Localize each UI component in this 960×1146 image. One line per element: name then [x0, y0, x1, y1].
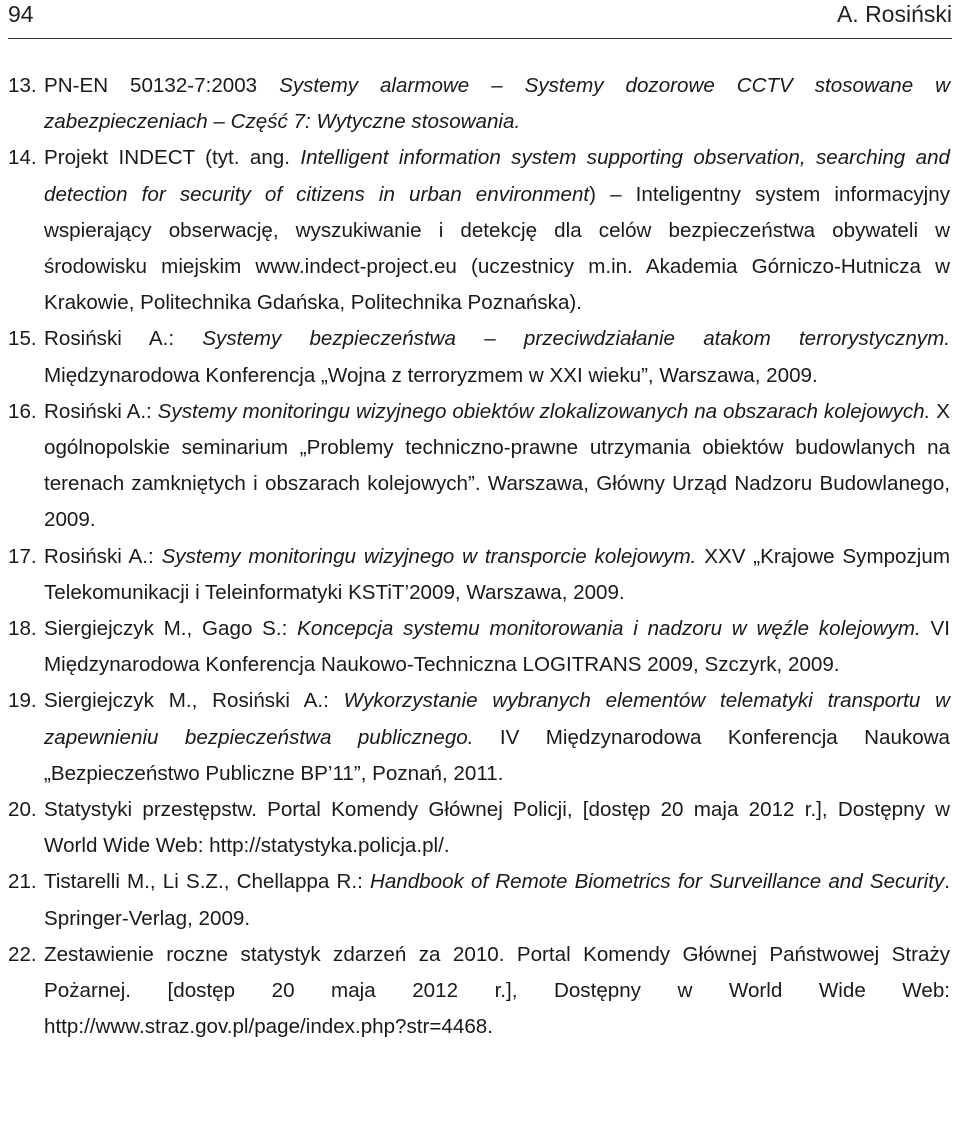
reference-title-italic: Intelligent information system supporting observation, searching and detection for security of citizens in urban environment [44, 146, 950, 206]
reference-text-segment: Tistarelli M., Li S.Z., Chellappa R.: [44, 870, 370, 894]
reference-item [8, 683, 950, 792]
reference-text-segment: Międzynarodowa Konferencja „Wojna z terroryzmem w XXI wieku”, Warszawa, 2009. [44, 363, 818, 387]
reference-text-segment: Siergiejczyk M., Rosiński A.: [44, 689, 344, 713]
reference-text [44, 400, 950, 532]
reference-text-segment: IV Międzynarodowa Konferencja Naukowa „Bezpieczeństwo Publiczne BP’11”, Poznań, 2011. [44, 725, 950, 785]
reference-text [44, 870, 950, 929]
reference-text-segment: Zestawienie roczne statystyk zdarzeń za 2010. Portal Komendy Głównej Państwowej Straży Pożarnej. [dostęp 20 maja 2012 r.], Dostępny w World Wide Web: http://www.straz.gov.pl/page/index.php?str=4468. [44, 942, 950, 1039]
reference-item [8, 321, 950, 393]
reference-text-segment: PN-EN 50132-7:2003 [44, 74, 280, 97]
reference-text [44, 545, 950, 604]
reference-item [8, 68, 950, 140]
reference-title-italic: Systemy monitoringu wizyjnego w transporcie kolejowym. [161, 544, 697, 568]
reference-item [8, 937, 950, 1046]
reference-text-segment: Rosiński A.: [44, 544, 162, 568]
reference-number: 16. [8, 399, 37, 423]
reference-text [44, 689, 950, 784]
running-head-author: A. Rosiński [836, 1, 952, 27]
reference-text-segment: XXV „Krajowe Sympozjum Telekomunikacji i Teleinformatyki KSTiT’2009, Warszawa, 2009. [44, 544, 950, 604]
reference-text-segment: Rosiński A.: [44, 399, 158, 423]
reference-number: 13. [8, 74, 37, 97]
reference-item [8, 140, 950, 321]
reference-text-segment: Siergiejczyk M., Gago S.: [44, 617, 298, 641]
reference-text [44, 327, 950, 386]
reference-item [8, 539, 950, 611]
reference-title-italic: Handbook of Remote Biometrics for Surveillance and Security [369, 870, 945, 894]
reference-title-italic: Koncepcja systemu monitorowania i nadzoru w węźle kolejowym. [297, 617, 921, 641]
reference-text-segment: Projekt INDECT (tyt. ang. [44, 146, 301, 170]
reference-text-segment: Rosiński A.: [44, 327, 203, 351]
reference-item [8, 864, 950, 936]
reference-number: 22. [8, 942, 37, 966]
reference-title-italic: Systemy alarmowe – Systemy dozorowe CCTV stosowane w zabezpieczeniach – Część 7: Wytyczne stosowania. [44, 74, 950, 134]
reference-number: 15. [8, 327, 37, 351]
reference-text-segment: X ogólnopolskie seminarium „Problemy techniczno-prawne utrzymania obiektów budowlanych na terenach zamkniętych i obszarach kolejowych”. Warszawa, Główny Urząd Nadzoru Budowlanego, 2009. [44, 399, 950, 532]
page-number: 94 [8, 1, 34, 27]
reference-text-segment: . Springer-Verlag, 2009. [44, 870, 950, 930]
reference-number: 17. [8, 544, 37, 568]
reference-title-italic: Wykorzystanie wybranych elementów telematyki transportu w zapewnieniu bezpieczeństwa publicznego. [44, 689, 950, 749]
reference-text-segment: ) – Inteligentny system informacyjny wspierający obserwację, wyszukiwanie i detekcję dla celów bezpieczeństwa obywateli w środowisku miejskim www.indect-project.eu (uczestnicy m.in. Akademia Górniczo-Hutnicza w Krakowie, Politechnika Gdańska, Politechnika Poznańska). [44, 182, 950, 315]
reference-list [8, 68, 950, 1045]
reference-title-italic: Systemy bezpieczeństwa – przeciwdziałanie atakom terrorystycznym. [202, 327, 950, 351]
reference-text-segment: VI Międzynarodowa Konferencja Naukowo-Techniczna LOGITRANS 2009, Szczyrk, 2009. [44, 617, 950, 677]
header-rule [8, 38, 952, 39]
reference-number: 18. [8, 617, 37, 641]
reference-item [8, 792, 950, 864]
reference-text [44, 74, 950, 133]
reference-text-segment: Statystyki przestępstw. Portal Komendy Głównej Policji, [dostęp 20 maja 2012 r.], Dostępny w World Wide Web: http://statystyka.policja.pl/. [44, 798, 950, 858]
reference-item [8, 394, 950, 539]
reference-text [44, 798, 950, 857]
reference-item [8, 611, 950, 683]
reference-number: 19. [8, 689, 37, 713]
reference-text [44, 146, 950, 314]
reference-number: 20. [8, 798, 37, 822]
reference-number: 14. [8, 146, 37, 170]
page-header [8, 0, 952, 40]
reference-title-italic: Systemy monitoringu wizyjnego obiektów zlokalizowanych na obszarach kolejowych. [157, 399, 931, 423]
reference-text [44, 617, 950, 676]
reference-text [44, 943, 950, 1038]
reference-number: 21. [8, 870, 37, 894]
